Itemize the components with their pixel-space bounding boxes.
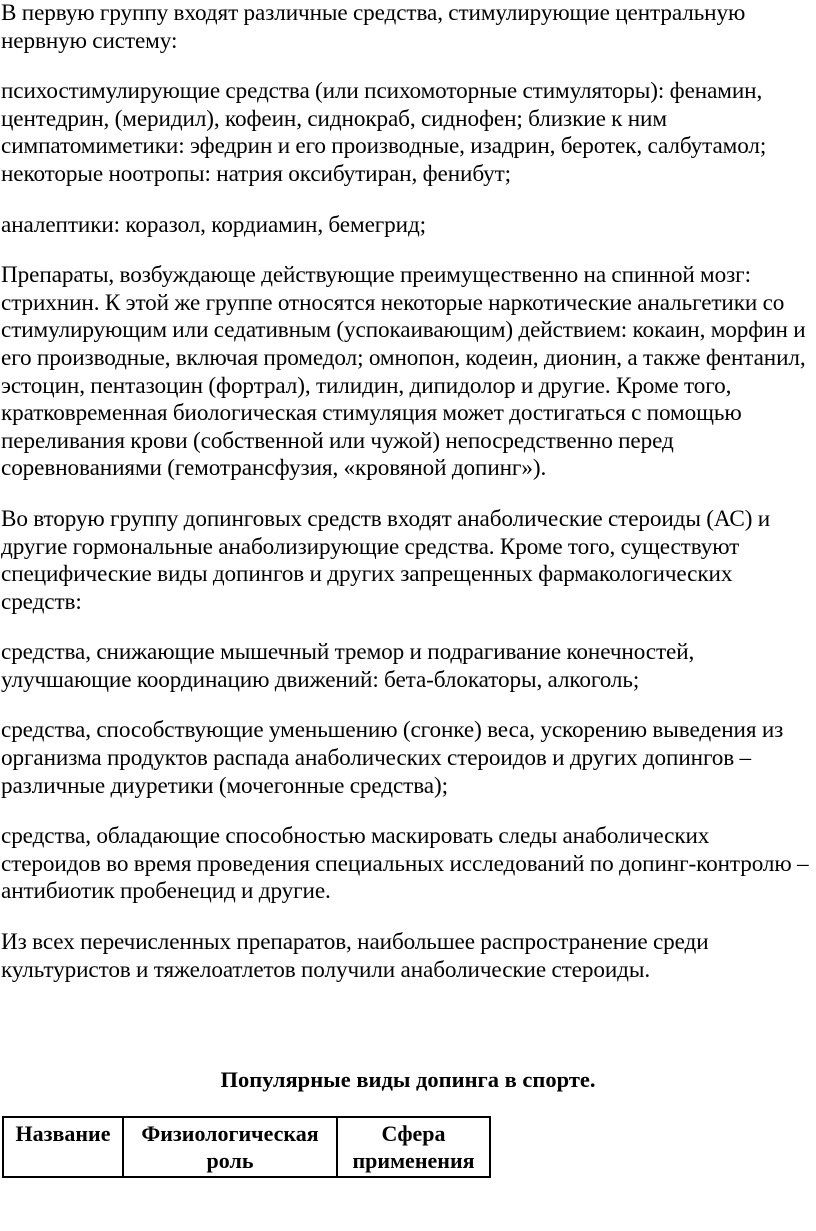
column-header-scope: Сфера применения (337, 1117, 490, 1177)
paragraph-conclusion: Из всех перечисленных препаратов, наибольшее распространение среди культуристов и тяжелоатлетов получили анаболические стероиды. (1, 929, 709, 983)
table-title: Популярные виды допинга в спорте. (220, 1067, 596, 1092)
doping-table (2, 1116, 491, 1178)
paragraph-diuretics: средства, способствующие уменьшению (сгонке) веса, ускорению выведения из организма продуктов распада анаболических стероидов и других допингов – различные диуретики (мочегонные средства); (1, 717, 784, 799)
paragraph-psychostimulants: психостимулирующие средства (или психомоторные стимуляторы): фенамин, центедрин, (меридил), кофеин, сиднокраб, сиднофен; близкие к ним симпатомиметики: эфедрин и его производные, изадрин, беротек, салбутамол; некоторые ноотропы: натрия оксибутиран, фенибут; (1, 78, 767, 187)
column-header-name: Название (3, 1117, 123, 1177)
table-header-row (3, 1117, 490, 1177)
paragraph-stimulants-intro: В первую группу входят различные средства, стимулирующие центральную нервную систему: (1, 0, 746, 54)
paragraph-second-group: Во вторую группу допинговых средств входят анаболические стероиды (АС) и другие гормональные анаболизирующие средства. Кроме того, существуют специфические виды допингов и других запрещенных фармакологических средств: (1, 505, 771, 615)
paragraph-tremor-agents: средства, снижающие мышечный тремор и подрагивание конечностей, улучшающие координацию движений: бета-блокаторы, алкоголь; (1, 639, 695, 693)
paragraph-spinal-stimulants: Препараты, возбуждающе действующие преимущественно на спинной мозг: стрихнин. К этой же группе относятся некоторые наркотические анальгетики со стимулирующим или седативным (успокаивающим) действием: кокаин, морфин и его производные, включая промедол; омнопон, кодеин, дионин, а также фентанил, эстоцин, пентазоцин (фортрал), тилидин, дипидолор и другие. Кроме того, кратковременная биологическая стимуляция может достигаться с помощью переливания крови (собственной или чужой) непосредственно перед соревнованиями (гемотрансфузия, «кровяной допинг»). (1, 262, 806, 482)
column-header-role: Физиологическая роль (123, 1117, 337, 1177)
document-body (1, 0, 813, 1007)
paragraph-analeptics: аналептики: коразол, кордиамин, бемегрид; (1, 211, 427, 238)
paragraph-masking-agents: средства, обладающие способностью маскировать следы анаболических стероидов во время проведения специальных исследований по допинг-контролю – антибиотик пробенецид и другие. (1, 823, 809, 905)
